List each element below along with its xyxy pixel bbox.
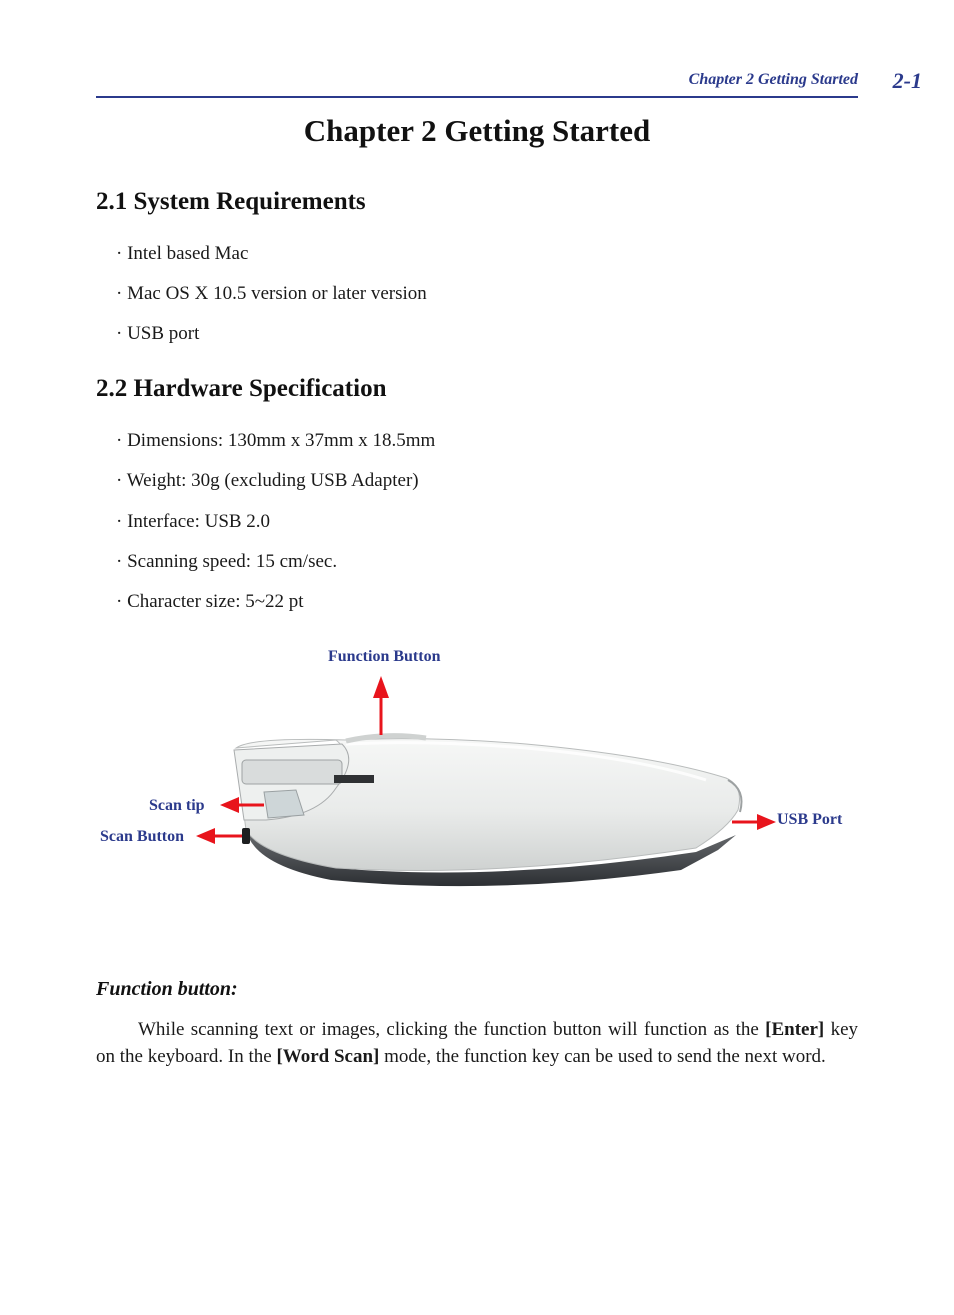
list-item: · Intel based Mac	[116, 243, 249, 264]
function-button-heading: Function button:	[96, 978, 238, 1000]
function-button-arrow	[373, 676, 389, 735]
list-item: · Character size: 5~22 pt	[116, 591, 304, 612]
header-rule	[96, 96, 858, 98]
section-heading-system-requirements: 2.1 System Requirements	[96, 188, 366, 215]
enter-key-text: [Enter]	[765, 1019, 825, 1040]
scanner-figure	[96, 640, 858, 920]
list-item: · Scanning speed: 15 cm/sec.	[116, 551, 338, 572]
para-text-2: key on the keyboard. In the	[96, 1019, 858, 1067]
list-item: · USB port	[116, 323, 200, 344]
word-scan-text: [Word Scan]	[276, 1046, 380, 1067]
list-item: · Dimensions: 130mm x 37mm x 18.5mm	[116, 430, 436, 451]
section-heading-hardware-specification: 2.2 Hardware Specification	[96, 375, 387, 402]
scanner-pen-illustration	[96, 640, 858, 920]
running-header-title: Chapter 2 Getting Started	[688, 71, 858, 88]
list-item: · Mac OS X 10.5 version or later version	[116, 283, 427, 304]
para-text-1: While scanning text or images, clicking the function button will function as the	[138, 1019, 766, 1040]
page-number: 2-1	[892, 68, 922, 93]
callout-scan-button: Scan Button	[100, 828, 185, 845]
callout-function-button: Function Button	[328, 648, 441, 665]
usb-port-arrow	[732, 814, 776, 830]
para-text-3: mode, the function key can be used to send the next word.	[379, 1046, 826, 1067]
scan-button-part	[242, 828, 250, 844]
chapter-title: Chapter 2 Getting Started	[303, 113, 651, 148]
scan-slot	[334, 775, 374, 783]
scan-window	[242, 760, 342, 784]
list-item: · Weight: 30g (excluding USB Adapter)	[116, 470, 419, 491]
scan-button-arrow	[196, 828, 242, 844]
function-button-paragraph	[96, 1016, 858, 1070]
list-item: · Interface: USB 2.0	[116, 511, 271, 532]
callout-scan-tip: Scan tip	[149, 797, 205, 814]
callout-usb-port: USB Port	[777, 811, 843, 828]
